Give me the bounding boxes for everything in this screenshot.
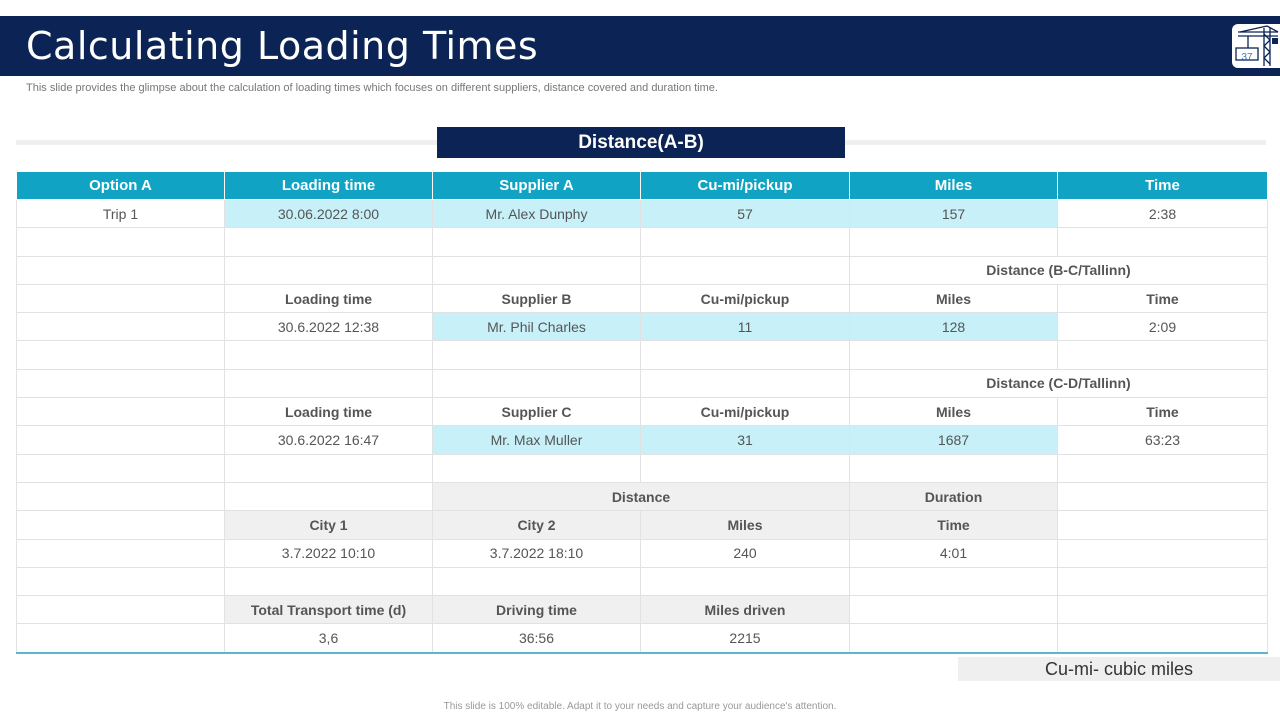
header-cell: Supplier A (433, 172, 641, 200)
header-row (17, 172, 1268, 200)
table-cell: 4:01 (850, 539, 1058, 567)
legend-note: Cu-mi- cubic miles (958, 657, 1280, 681)
page-badge (1232, 24, 1280, 68)
table-row (17, 426, 1268, 454)
label-cell: Cu-mi/pickup (641, 284, 850, 312)
label-cell: Miles (850, 398, 1058, 426)
table-row (17, 511, 1268, 539)
table-cell: 31 (641, 426, 850, 454)
table-cell: 11 (641, 313, 850, 341)
group-distance: Distance (433, 482, 850, 510)
table-cell: 2:38 (1058, 200, 1268, 228)
table-cell: 157 (850, 200, 1058, 228)
label-cell: City 2 (433, 511, 641, 539)
table-cell: 63:23 (1058, 426, 1268, 454)
header-cell: Time (1058, 172, 1268, 200)
section-banner: Distance(A-B) (437, 127, 845, 158)
table-row (17, 454, 1268, 482)
table-cell: 2215 (641, 624, 850, 653)
label-cell: Miles (641, 511, 850, 539)
table-cell: Mr. Max Muller (433, 426, 641, 454)
table-cell: 128 (850, 313, 1058, 341)
table-cell: 57 (641, 200, 850, 228)
table-row (17, 284, 1268, 312)
label-cell: Loading time (225, 398, 433, 426)
table-row (17, 341, 1268, 369)
table-row (17, 624, 1268, 653)
page-title: Calculating Loading Times (26, 24, 539, 68)
table-row (17, 482, 1268, 510)
label-cell: Loading time (225, 284, 433, 312)
section-title-c: Distance (C-D/Tallinn) (850, 369, 1268, 397)
table-cell: 36:56 (433, 624, 641, 653)
header-cell: Cu-mi/pickup (641, 172, 850, 200)
table-row (17, 596, 1268, 624)
label-cell: Supplier C (433, 398, 641, 426)
table-row (17, 256, 1268, 284)
header-cell: Loading time (225, 172, 433, 200)
table-row (17, 398, 1268, 426)
table-cell: Mr. Alex Dunphy (433, 200, 641, 228)
group-duration: Duration (850, 482, 1058, 510)
label-cell: Cu-mi/pickup (641, 398, 850, 426)
label-cell: Time (850, 511, 1058, 539)
loading-times-table (16, 171, 1268, 654)
label-cell: Total Transport time (d) (225, 596, 433, 624)
label-cell: City 1 (225, 511, 433, 539)
table-row (17, 369, 1268, 397)
table-cell: Mr. Phil Charles (433, 313, 641, 341)
table-cell: 240 (641, 539, 850, 567)
page-number: 37 (1241, 52, 1253, 63)
section-title-b: Distance (B-C/Tallinn) (850, 256, 1268, 284)
label-cell: Driving time (433, 596, 641, 624)
label-cell: Time (1058, 398, 1268, 426)
table-cell: Trip 1 (17, 200, 225, 228)
table-row (17, 228, 1268, 256)
label-cell: Miles driven (641, 596, 850, 624)
slide-subtitle: This slide provides the glimpse about the calculation of loading times which focuses on different suppliers, distance covered and duration time. (26, 82, 718, 94)
table-cell: 30.06.2022 8:00 (225, 200, 433, 228)
table-cell: 3,6 (225, 624, 433, 653)
table-cell: 3.7.2022 18:10 (433, 539, 641, 567)
title-bar (0, 16, 1280, 76)
table-row (17, 200, 1268, 228)
table-row (17, 567, 1268, 595)
label-cell: Time (1058, 284, 1268, 312)
table-cell: 3.7.2022 10:10 (225, 539, 433, 567)
header-cell: Option A (17, 172, 225, 200)
table-row (17, 313, 1268, 341)
table-cell: 2:09 (1058, 313, 1268, 341)
footer-note: This slide is 100% editable. Adapt it to your needs and capture your audience's attention. (443, 701, 837, 712)
table-cell: 30.6.2022 16:47 (225, 426, 433, 454)
table-row (17, 539, 1268, 567)
header-cell: Miles (850, 172, 1058, 200)
label-cell: Miles (850, 284, 1058, 312)
label-cell: Supplier B (433, 284, 641, 312)
table-cell: 30.6.2022 12:38 (225, 313, 433, 341)
table-cell: 1687 (850, 426, 1058, 454)
